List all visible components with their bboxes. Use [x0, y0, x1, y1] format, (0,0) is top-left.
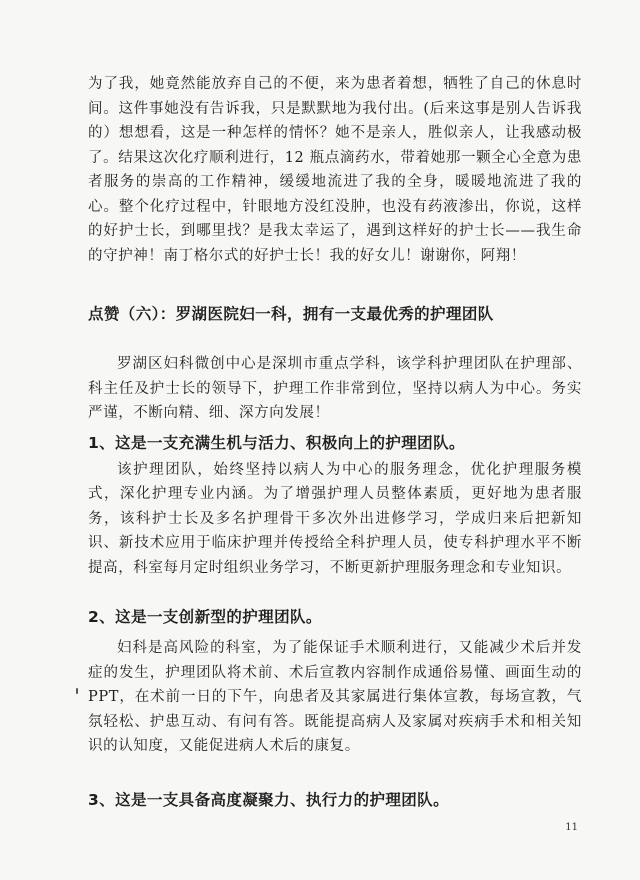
intro-paragraph: 罗湖区妇科微创中心是深圳市重点学科，该学科护理团队在护理部、科主任及护士长的领导下，护理工作非常到位，坚持以病人为中心。务实严谨，不断向精、细、深方向发展！ — [88, 356, 582, 421]
section-heading: 点赞（六）：罗湖医院妇一科，拥有一支最优秀的护理团队 — [88, 305, 494, 323]
point-3-heading: 3、这是一支具备高度凝聚力、执行力的护理团队。 — [88, 790, 449, 809]
scan-speck — [76, 688, 78, 694]
page-number: 11 — [565, 822, 578, 833]
point-2-heading: 2、这是一支创新型的护理团队。 — [88, 608, 322, 626]
point-1-heading: 1、这是一支充满生机与活力、积极向上的护理团队。 — [88, 433, 465, 452]
point-1-body: 该护理团队，始终坚持以病人为中心的服务理念，优化护理服务模式，深化护理专业内涵。为了增强护理人员整体素质，更好地为患者服务，该科护士长及多名护理骨干多次外出进修学习，学成归来后把新知识、新技术应用于临床护理并传授给全科护理人员，使专科护理水平不断提高，科室每月定时组织业务学习，不断更新护理服务理念和专业知识。 — [88, 461, 582, 576]
point-2-body: 妇科是高风险的科室，为了能保证手术顺利进行，又能减少术后并发症的发生，护理团队将术前、术后宣教内容制作成通俗易懂、画面生动的 PPT，在术前一日的下午，向患者及其家属进行集体宣教，每场宣教，气氛轻松、护患互动、有问有答。既能提高病人及家属对疾病手术和相关知识的认知度，又能促进病人术后的康复。 — [88, 640, 582, 754]
continued-paragraph: 为了我，她竟然能放弃自己的不便，来为患者着想，牺牲了自己的休息时间。这件事她没有告诉我，只是默默地为我付出。(后来这事是别人告诉我的）想想看，这是一种怎样的情怀？她不是亲人，胜似亲人，让我感动极了。结果这次化疗顺利进行，12 瓶点滴药水，带着她那一颗全心全意为患者服务的崇高的工作精神，缓缓地流进了我的全身，暖暖地流进了我的心。整个化疗过程中，针眼地方没红没肿，也没有药液渗出，你说，这样的好护士长，到哪里找？是我太幸运了，遇到这样好的护士长——我生命的守护神！南丁格尔式的好护士长！我的好女儿！谢谢你，阿翔！ — [88, 76, 582, 264]
